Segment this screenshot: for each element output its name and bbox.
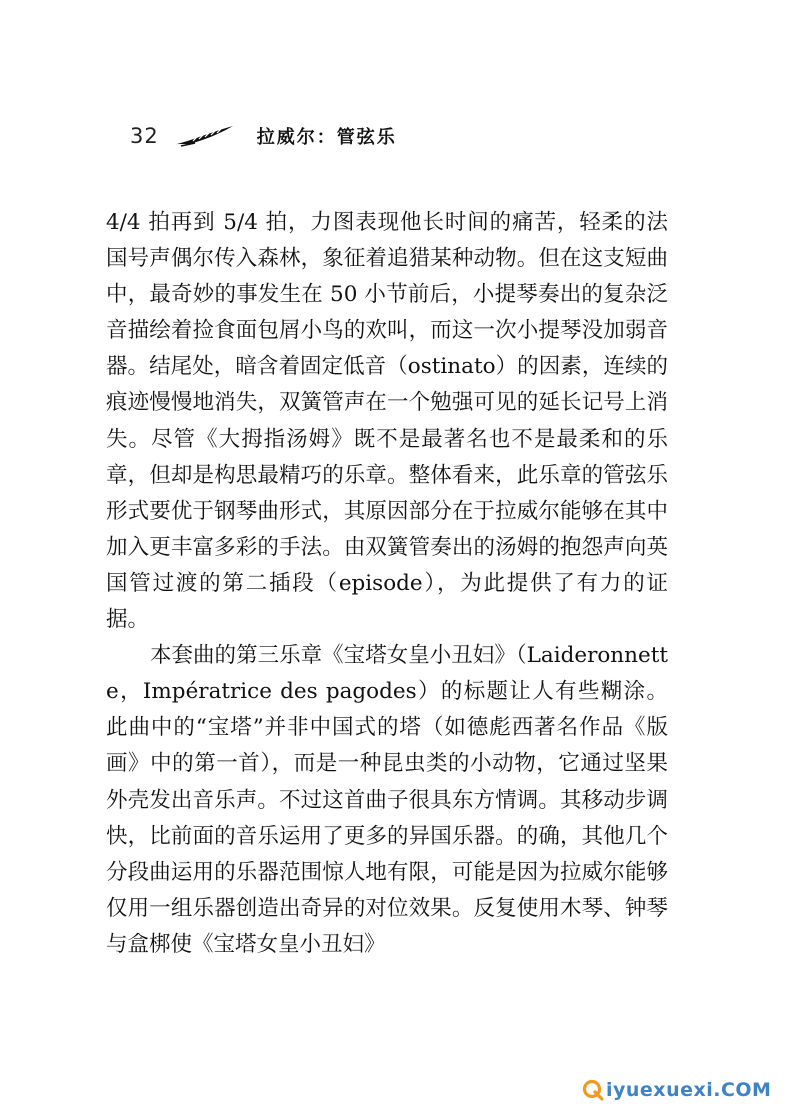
running-title: 拉威尔：管弦乐: [256, 127, 397, 148]
q-logo-icon: [582, 1079, 604, 1101]
paragraph: 本套曲的第三乐章《宝塔女皇小丑妇》（Laideronnette，Impératrice des pagodes）的标题让人有些糊涂。此曲中的“宝塔”并非中国式的塔（如德彪西著名作品《版画》中的第一首），而是一种昆虫类的小动物，它通过坚果外壳发出音乐声。不过这首曲子很具东方情调。其移动步调快，比前面的音乐运用了更多的异国乐器。的确，其他几个分段曲运用的乐器范围惊人地有限，可能是因为拉威尔能够仅用一组乐器创造出奇异的对位效果。反复使用木琴、钟琴与盒梆使《宝塔女皇小丑妇》: [106, 643, 668, 957]
paragraph: 4/4 拍再到 5/4 拍，力图表现他长时间的痛苦，轻柔的法国号声偶尔传入森林，象征着追猎某种动物。但在这支短曲中，最奇妙的事发生在 50 小节前后，小提琴奏出的复杂泛音描绘着捡食面包屑小鸟的欢叫，而这一次小提琴没加弱音器。结尾处，暗含着固定低音（ostinato）的因素，连续的痕迹慢慢地消失，双簧管声在一个勉强可见的延长记号上消失。尽管《大拇指汤姆》既不是最著名也不是最柔和的乐章，但却是构思最精巧的乐章。整体看来，此乐章的管弦乐形式要优于钢琴曲形式，其原因部分在于拉威尔能够在其中加入更丰富多彩的手法。由双簧管奏出的汤姆的抱怨声向英国管过渡的第二插段（episode），为此提供了有力的证据。: [106, 210, 668, 633]
page-number: 32: [130, 124, 159, 148]
body-text: [106, 205, 668, 963]
quill-pen-icon: [175, 124, 235, 148]
page-header: [130, 118, 550, 154]
watermark: [582, 1073, 782, 1107]
watermark-text: iyuexuexi.COM: [606, 1079, 772, 1101]
